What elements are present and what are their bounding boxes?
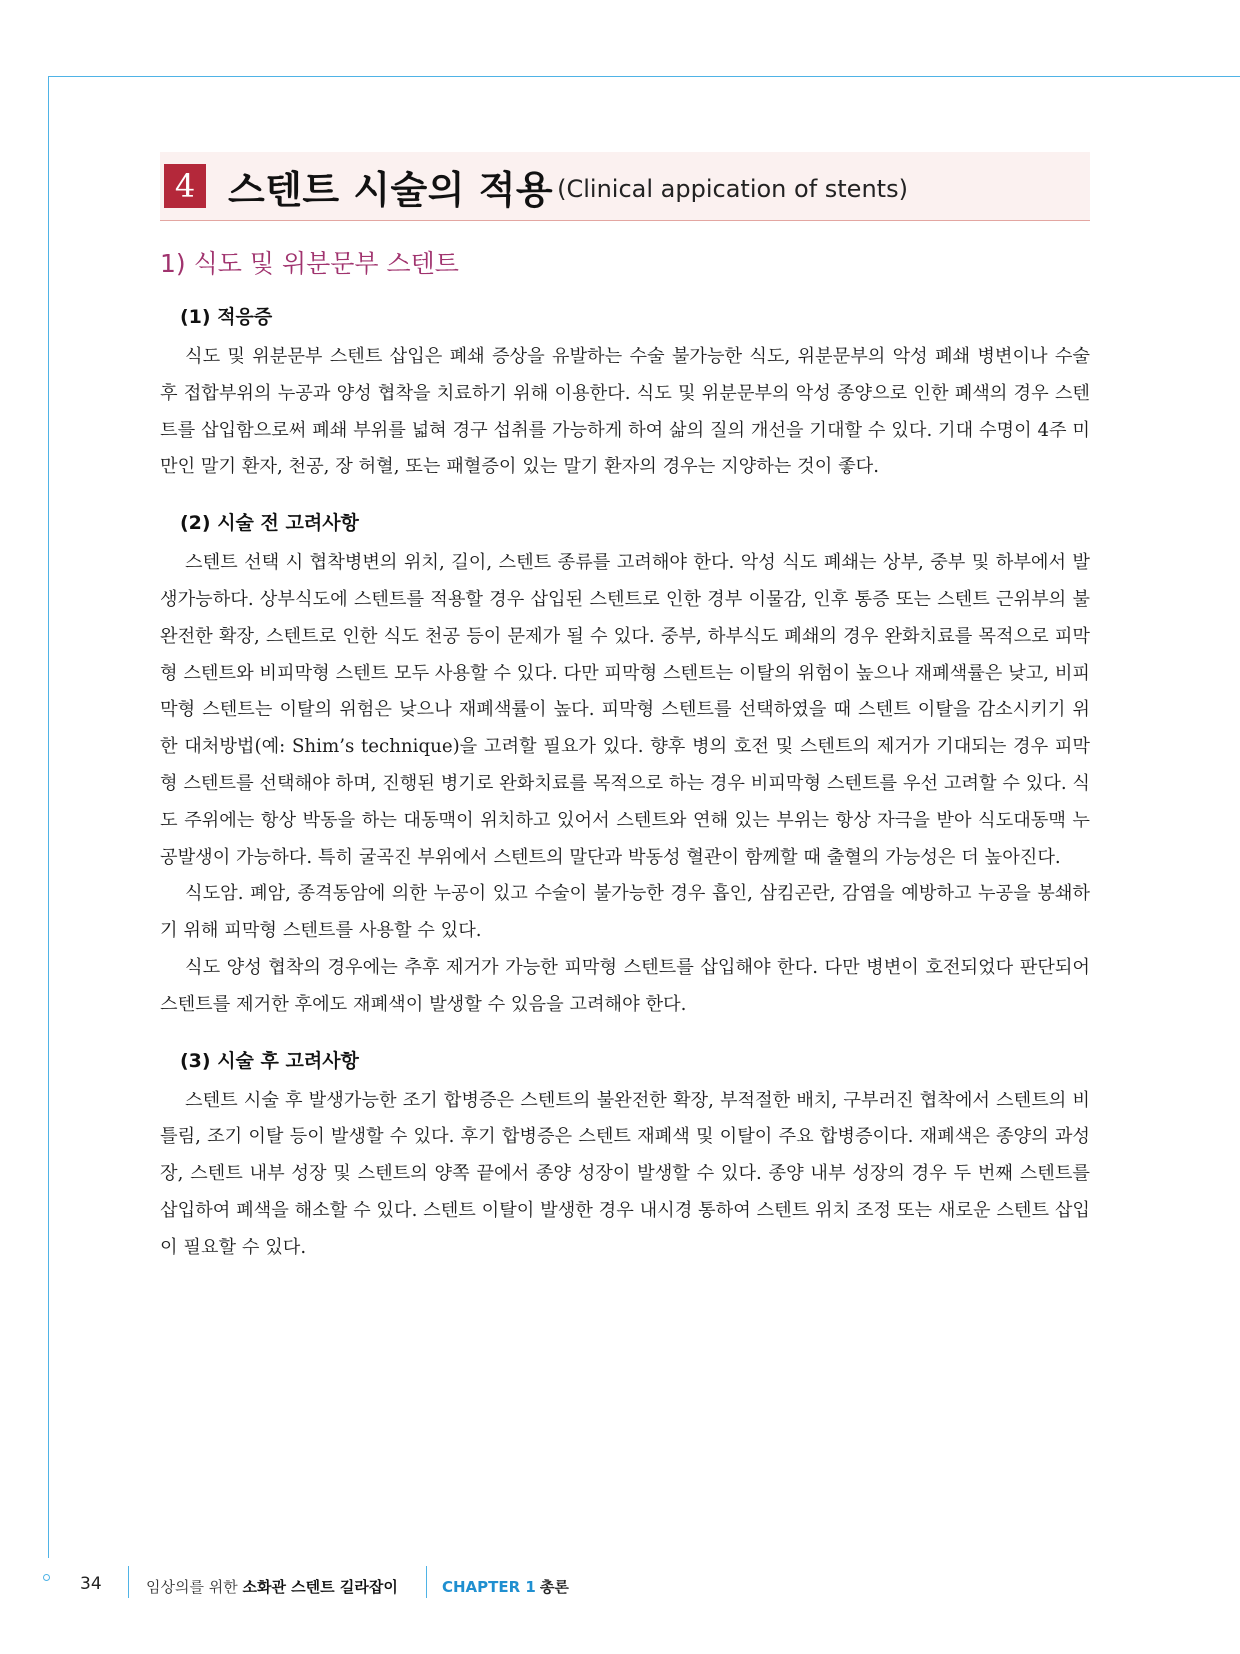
page-frame-top-line — [48, 76, 1240, 77]
subsection-heading: (2) 시술 전 고려사항 — [180, 512, 359, 535]
page-frame-left-line — [48, 76, 49, 1558]
footer-divider — [128, 1566, 129, 1598]
book-title-main: 소화관 스텐트 길라잡이 — [242, 1578, 398, 1596]
footer-divider — [426, 1566, 427, 1598]
paragraph: 식도 및 위분문부 스텐트 삽입은 폐쇄 증상을 유발하는 수술 불가능한 식도, 위분문부의 악성 폐쇄 병변이나 수술 후 접합부위의 누공과 양성 협착을 치료하기 위해 이용한다. 식도 및 위분문부의 악성 종양으로 인한 폐색의 경우 스텐트를 삽입함으로써 폐쇄 부위를 넓혀 경구 섭취를 가능하게 하여 삶의 질의 개선을 기대할 수 있다. 기대 수명이 4주 미만인 말기 환자, 천공, 장 허혈, 또는 패혈증이 있는 말기 환자의 경우는 지양하는 것이 좋다. — [160, 346, 1090, 478]
page-number: 34 — [80, 1574, 102, 1594]
chapter-name: 총론 — [539, 1578, 569, 1596]
book-title — [146, 1576, 398, 1597]
paragraph: 식도 양성 협착의 경우에는 추후 제거가 가능한 피막형 스텐트를 삽입해야 한다. 다만 병변이 호전되었다 판단되어 스텐트를 제거한 후에도 재폐색이 발생할 수 있음을 고려해야 한다. — [160, 956, 1090, 1015]
subsection-indications — [160, 302, 1090, 486]
subsection-post-procedure — [160, 1046, 1090, 1267]
paragraph: 스텐트 선택 시 협착병변의 위치, 길이, 스텐트 종류를 고려해야 한다. 악성 식도 폐쇄는 상부, 중부 및 하부에서 발생가능하다. 상부식도에 스텐트를 적용할 경우 삽입된 스텐트로 인한 경부 이물감, 인후 통증 또는 스텐트 근위부의 불완전한 확장, 스텐트로 인한 식도 천공 등이 문제가 될 수 있다. 중부, 하부식도 폐쇄의 경우 완화치료를 목적으로 피막형 스텐트와 비피막형 스텐트 모두 사용할 수 있다. 다만 피막형 스텐트는 이탈의 위험이 높으나 재폐색률은 낮고, 비피막형 스텐트는 이탈의 위험은 낮으나 재폐색률이 높다. 피막형 스텐트를 선택하였을 때 스텐트 이탈을 감소시키기 위한 대처방법(예: Shim’s technique)을 고려할 필요가 있다. 향후 병의 호전 및 스텐트의 제거가 기대되는 경우 피막형 스텐트를 선택해야 하며, 진행된 병기로 완화치료를 목적으로 하는 경우 비피막형 스텐트를 우선 고려할 수 있다. 식도 주위에는 항상 박동을 하는 대동맥이 위치하고 있어서 스텐트와 연해 있는 부위는 항상 자극을 받아 식도대동맥 누공발생이 가능하다. 특히 굴곡진 부위에서 스텐트의 말단과 박동성 혈관이 함께할 때 출혈의 가능성은 더 높아진다. — [160, 552, 1090, 868]
chapter-label: CHAPTER 1 — [442, 1578, 536, 1596]
subsection-heading: (1) 적응증 — [180, 306, 273, 328]
footer-chapter — [442, 1576, 569, 1597]
chapter-title: 스텐트 시술의 적용 — [228, 167, 554, 212]
main-content — [160, 244, 1090, 1289]
page-footer — [0, 1572, 1240, 1602]
subsection-heading: (3) 시술 후 고려사항 — [180, 1049, 359, 1072]
book-title-prefix: 임상의를 위한 — [146, 1578, 243, 1596]
chapter-title-band — [160, 152, 1090, 221]
chapter-subtitle: (Clinical appication of stents) — [557, 175, 908, 203]
section-heading: 1) 식도 및 위분문부 스텐트 — [160, 249, 459, 278]
paragraph: 스텐트 시술 후 발생가능한 조기 합병증은 스텐트의 불완전한 확장, 부적절한 배치, 구부러진 협착에서 스텐트의 비틀림, 조기 이탈 등이 발생할 수 있다. 후기 합병증은 스텐트 재폐색 및 이탈이 주요 합병증이다. 재폐색은 종양의 과성장, 스텐트 내부 성장 및 스텐트의 양쪽 끝에서 종양 성장이 발생할 수 있다. 종양 내부 성장의 경우 두 번째 스텐트를 삽입하여 폐색을 해소할 수 있다. 스텐트 이탈이 발생한 경우 내시경 통하여 스텐트 위치 조정 또는 새로운 스텐트 삽입이 필요할 수 있다. — [160, 1089, 1090, 1258]
chapter-number-badge: 4 — [164, 164, 206, 208]
paragraph: 식도암. 폐암, 종격동암에 의한 누공이 있고 수술이 불가능한 경우 흡인, 삼킴곤란, 감염을 예방하고 누공을 봉쇄하기 위해 피막형 스텐트를 사용할 수 있다. — [160, 883, 1090, 942]
subsection-pre-procedure — [160, 508, 1090, 1023]
